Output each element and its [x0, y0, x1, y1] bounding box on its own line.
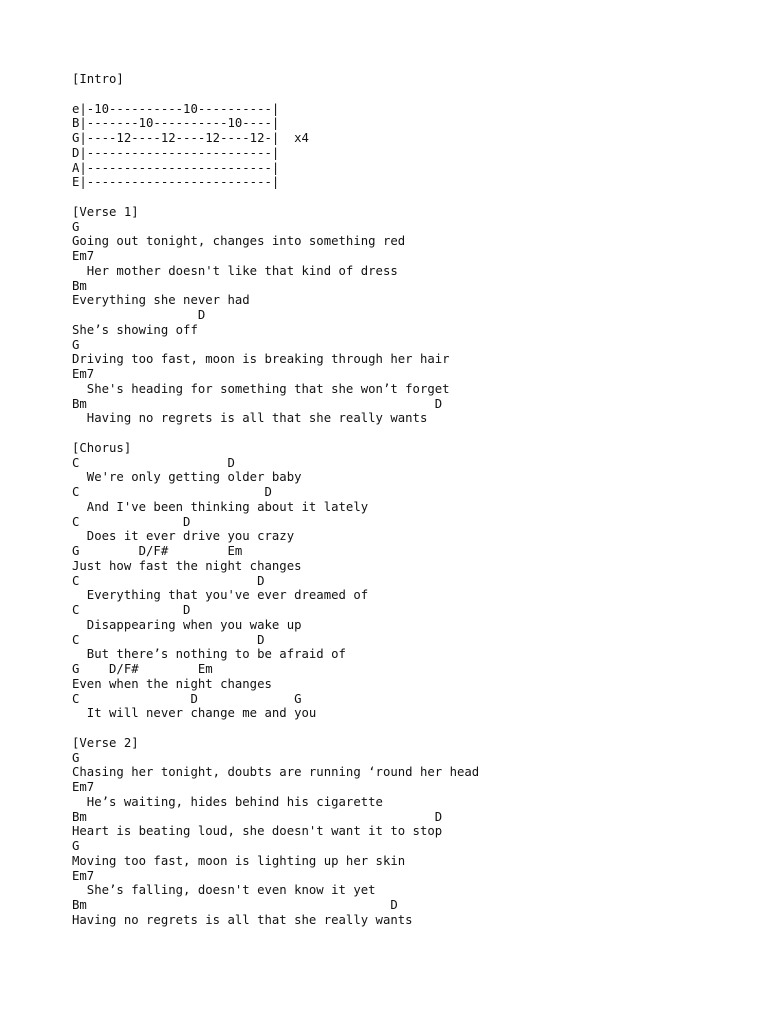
lyric-line: Going out tonight, changes into something red	[72, 234, 406, 249]
blank-line	[72, 87, 752, 102]
tab-line-g: G|----12----12----12----12-| x4	[72, 131, 309, 145]
lyric-line: She's heading for something that she won’t forget	[72, 381, 450, 396]
lyric-line: Her mother doesn't like that kind of dress	[72, 263, 398, 278]
chord-line: C D	[72, 514, 191, 529]
chord-line: Em7	[72, 868, 95, 883]
chord-line: G	[72, 219, 80, 234]
chord-line: Em7	[72, 780, 95, 794]
chord-line: C D G	[72, 691, 302, 706]
chord-sheet	[72, 72, 752, 928]
chord-line: Bm	[72, 278, 87, 293]
chord-line: Bm D	[72, 396, 443, 411]
lyric-line: But there’s nothing to be afraid of	[72, 647, 346, 662]
chord-line: Em7	[72, 249, 95, 263]
section-header-verse-2: [Verse 2]	[72, 735, 139, 750]
lyric-line: Having no regrets is all that she really wants	[72, 411, 428, 426]
tab-line-a: A|-------------------------|	[72, 160, 280, 175]
lyric-line: Having no regrets is all that she really wants	[72, 912, 413, 927]
lyric-line: Everything she never had	[72, 293, 250, 308]
tab-line-b: B|-------10----------10----|	[72, 116, 280, 131]
lyric-line: She’s showing off	[72, 322, 198, 337]
lyric-line: Everything that you've ever dreamed of	[72, 588, 369, 603]
chord-line: G	[72, 839, 80, 853]
section-header-verse-1: [Verse 1]	[72, 204, 139, 219]
chord-line: C D	[72, 455, 235, 470]
lyric-line: Does it ever drive you crazy	[72, 529, 295, 544]
chord-line: G	[72, 750, 80, 765]
chord-line: Bm D	[72, 809, 443, 824]
blank-line	[72, 190, 752, 205]
chord-line: Em7	[72, 367, 95, 381]
chord-line: C D	[72, 573, 265, 588]
lyric-line: And I've been thinking about it lately	[72, 499, 369, 514]
lyric-line: Moving too fast, moon is lighting up her skin	[72, 853, 406, 868]
chord-line: C D	[72, 485, 272, 499]
section-header-intro: [Intro]	[72, 72, 124, 86]
blank-line	[72, 721, 752, 736]
chord-line: G D/F# Em	[72, 662, 213, 676]
tab-line-low-e: E|-------------------------|	[72, 175, 280, 190]
lyric-line: Driving too fast, moon is breaking through her hair	[72, 352, 450, 367]
lyric-line: Disappearing when you wake up	[72, 617, 302, 632]
lyric-line: He’s waiting, hides behind his cigarette	[72, 794, 383, 809]
chord-line: C D	[72, 632, 265, 647]
lyric-line: It will never change me and you	[72, 706, 317, 721]
lyric-line: Just how fast the night changes	[72, 558, 302, 573]
lyric-line: She’s falling, doesn't even know it yet	[72, 883, 376, 898]
chord-line: G	[72, 337, 80, 352]
chord-line: Bm D	[72, 898, 398, 912]
section-header-chorus: [Chorus]	[72, 440, 132, 455]
lyric-line: We're only getting older baby	[72, 470, 302, 485]
tab-line-e: e|-10----------10----------|	[72, 101, 280, 116]
chord-line: C D	[72, 603, 191, 617]
lyric-line: Heart is beating loud, she doesn't want it to stop	[72, 824, 443, 839]
lyric-line: Chasing her tonight, doubts are running ‘round her head	[72, 765, 480, 780]
blank-line	[72, 426, 752, 441]
lyric-line: Even when the night changes	[72, 676, 272, 691]
chord-line: G D/F# Em	[72, 544, 243, 558]
chord-line: D	[72, 308, 206, 322]
tab-line-d: D|-------------------------|	[72, 145, 280, 160]
